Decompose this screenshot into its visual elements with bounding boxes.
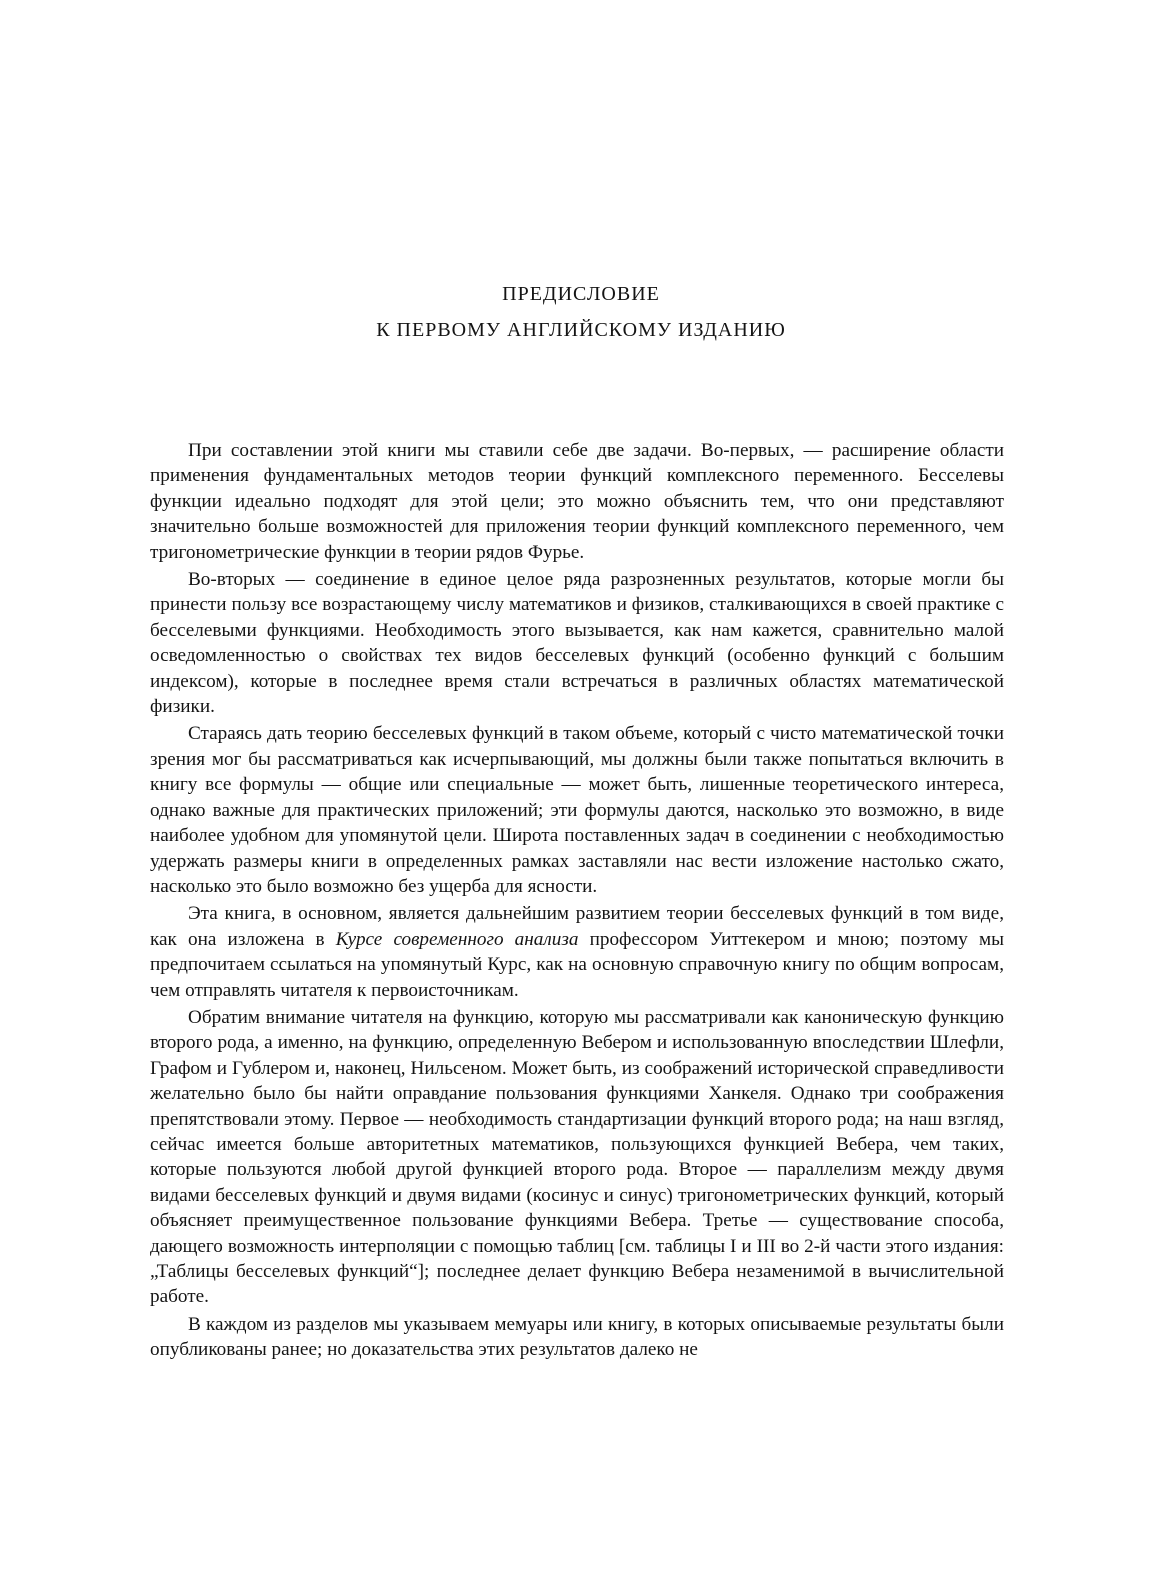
preface-body <box>150 438 1004 1365</box>
paragraph-2: Во-вторых — соединение в единое целое ряда разрозненных результатов, которые могли бы принести пользу все возрастающему числу математиков и физиков, сталкивающихся в своей практике с бесселевыми функциями. Необходимость этого вызывается, как нам кажется, сравнительно малой осведомленностью о свойствах тех видов бесселевых функций (особенно функций с большим индексом), которые в последнее время стали встречаться в различных областях математической физики. <box>150 569 1004 718</box>
preface-heading <box>150 282 1012 342</box>
page-subtitle: К ПЕРВОМУ АНГЛИЙСКОМУ ИЗДАНИЮ <box>376 319 786 341</box>
paragraph-1: При составлении этой книги мы ставили себе две задачи. Во-первых, — расширение области применения фундаментальных методов теории функций комплексного переменного. Бесселевы функции идеально подходят для этой цели; это можно объяснить тем, что они представляют значительно больше возможностей для приложения теории функций комплексного переменного, чем тригонометрические функции в теории рядов Фурье. <box>150 440 1004 563</box>
paragraph-6: В каждом из разделов мы указываем мемуары или книгу, в которых описываемые результаты были опубликованы ранее; но доказательства этих результатов далеко не <box>150 1313 1004 1361</box>
page-title: ПРЕДИСЛОВИЕ <box>502 283 660 305</box>
paragraph-5: Обратим внимание читателя на функцию, которую мы рассматривали как каноническую функцию второго рода, а именно, на функцию, определенную Вебером и использованную впоследствии Шлефли, Графом и Гублером и, наконец, Нильсеном. Может быть, из соображений исторической справедливости желательно было бы найти оправдание пользования функциями Ханкеля. Однако три соображения препятствовали этому. Первое — необходимость стандартизации функций второго рода; на наш взгляд, сейчас имеется больше авторитетных математиков, пользующихся функцией Вебера, чем таких, которые пользуются любой другой функцией второго рода. Второе — параллелизм между двумя видами бесселевых функций и двумя видами (косинус и синус) тригонометрических функций, который объясняет преимущественное пользование функциями Вебера. Третье — существование способа, дающего возможность интерполяции с помощью таблиц [см. таблицы I и III во 2-й части этого издания: „Таблицы бесселевых функций“]; последнее делает функцию Вебера незаменимой в вычислительной работе. <box>150 1006 1004 1308</box>
paragraph-4-before: Эта книга, в основном, является дальнейшим развитием теории бесселевых функций в том виде, как она изложена в <box>150 903 1004 950</box>
paragraph-3: Стараясь дать теорию бесселевых функций в таком объеме, который с чисто математической точки зрения мог бы рассматриваться как исчерпывающий, мы должны были также попытаться включить в книгу все формулы — общие или специальные — может быть, лишенные теоретического интереса, однако важные для практических приложений; эти формулы даются, насколько это возможно, в виде наиболее удобном для упомянутой цели. Широта поставленных задач в соединении с необходимостью удержать размеры книги в определенных рамках заставляли нас вести изложение настолько сжато, насколько это было возможно без ущерба для ясности. <box>150 723 1004 897</box>
paragraph-4-after: профессором Уиттекером и мною; поэтому мы предпочитаем ссылаться на упомянутый Курс, как на основную справочную книгу по общим вопросам, чем отправлять читателя к первоисточникам. <box>150 928 1004 1001</box>
paragraph-4 <box>150 901 1004 1003</box>
course-title-italic: Курсе современного анализа <box>335 928 579 950</box>
